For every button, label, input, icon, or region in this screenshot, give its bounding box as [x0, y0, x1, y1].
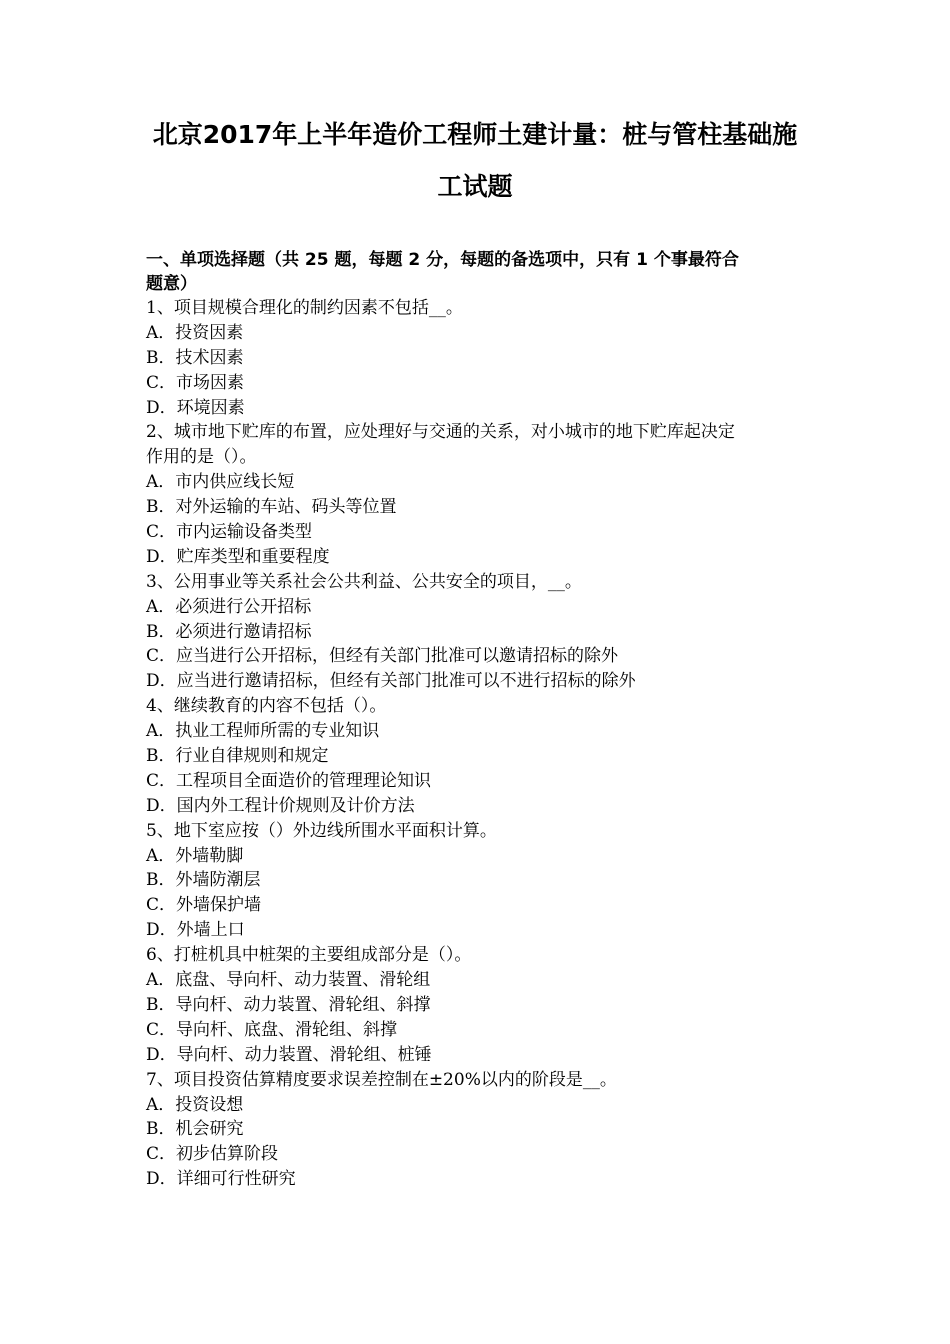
question-6-option-a: A．底盘、导向杆、动力装置、滑轮组: [146, 970, 431, 991]
question-7-option-b: B．机会研究: [146, 1119, 244, 1140]
question-6-option-c: C．导向杆、底盘、滑轮组、斜撑: [146, 1019, 398, 1040]
section-heading-line-1: 一、单项选择题（共 25 题，每题 2 分，每题的备选项中，只有 1 个事最符合: [146, 250, 739, 270]
question-5-option-a: A．外墙勒脚: [146, 845, 244, 866]
question-4-stem: 4、继续教育的内容不包括（）。: [146, 696, 387, 717]
question-7-option-d: D．详细可行性研究: [146, 1169, 296, 1190]
question-6-option-d: D．导向杆、动力装置、滑轮组、桩锤: [146, 1044, 432, 1065]
section-heading: [146, 248, 806, 296]
question-3-option-a: A．必须进行公开招标: [146, 596, 312, 617]
question-5-option-c: C．外墙保护墙: [146, 895, 262, 916]
question-3-option-c: C．应当进行公开招标，但经有关部门批准可以邀请招标的除外: [146, 646, 619, 667]
document-title-line-2: 工试题: [437, 172, 513, 201]
section-heading-line-2: 题意）: [146, 274, 197, 294]
question-4-option-c: C．工程项目全面造价的管理理论知识: [146, 770, 432, 791]
question-7-option-c: C．初步估算阶段: [146, 1144, 279, 1165]
question-1-stem: 1、项目规模合理化的制约因素不包括__。: [146, 298, 463, 318]
question-5-stem: 5、地下室应按（）外边线所围水平面积计算。: [146, 820, 497, 841]
question-list: [146, 296, 816, 1192]
question-2-option-c: C．市内运输设备类型: [146, 522, 313, 543]
question-4-option-d: D．国内外工程计价规则及计价方法: [146, 795, 415, 816]
question-7-option-a: A．投资设想: [146, 1094, 244, 1115]
question-2-stem-continued: 作用的是（）。: [146, 447, 257, 468]
question-5-option-d: D．外墙上口: [146, 920, 245, 941]
question-4-option-a: A．执业工程师所需的专业知识: [146, 721, 380, 742]
question-3-option-d: D．应当进行邀请招标，但经有关部门批准可以不进行招标的除外: [146, 671, 636, 692]
question-2-option-d: D．贮库类型和重要程度: [146, 546, 330, 567]
question-2-option-b: B．对外运输的车站、码头等位置: [146, 497, 397, 518]
question-1-option-b: B．技术因素: [146, 347, 244, 368]
question-3-option-b: B．必须进行邀请招标: [146, 621, 312, 642]
question-1-option-a: A．投资因素: [146, 322, 244, 343]
question-1-option-c: C．市场因素: [146, 372, 245, 393]
question-5-option-b: B．外墙防潮层: [146, 870, 261, 891]
document-title-line-1: 北京2017年上半年造价工程师土建计量：桩与管柱基础施: [152, 120, 798, 149]
question-2-option-a: A．市内供应线长短: [146, 472, 295, 493]
question-6-stem: 6、打桩机具中桩架的主要组成部分是（）。: [146, 945, 472, 966]
question-7-stem: 7、项目投资估算精度要求误差控制在±20%以内的阶段是__。: [146, 1069, 617, 1090]
question-1-option-d: D．环境因素: [146, 397, 245, 418]
question-4-option-b: B．行业自律规则和规定: [146, 746, 329, 767]
question-3-stem: 3、公用事业等关系社会公共利益、公共安全的项目，__。: [146, 571, 582, 592]
question-6-option-b: B．导向杆、动力装置、滑轮组、斜撑: [146, 994, 431, 1015]
question-2-stem: 2、城市地下贮库的布置，应处理好与交通的关系，对小城市的地下贮库起决定: [146, 422, 735, 443]
